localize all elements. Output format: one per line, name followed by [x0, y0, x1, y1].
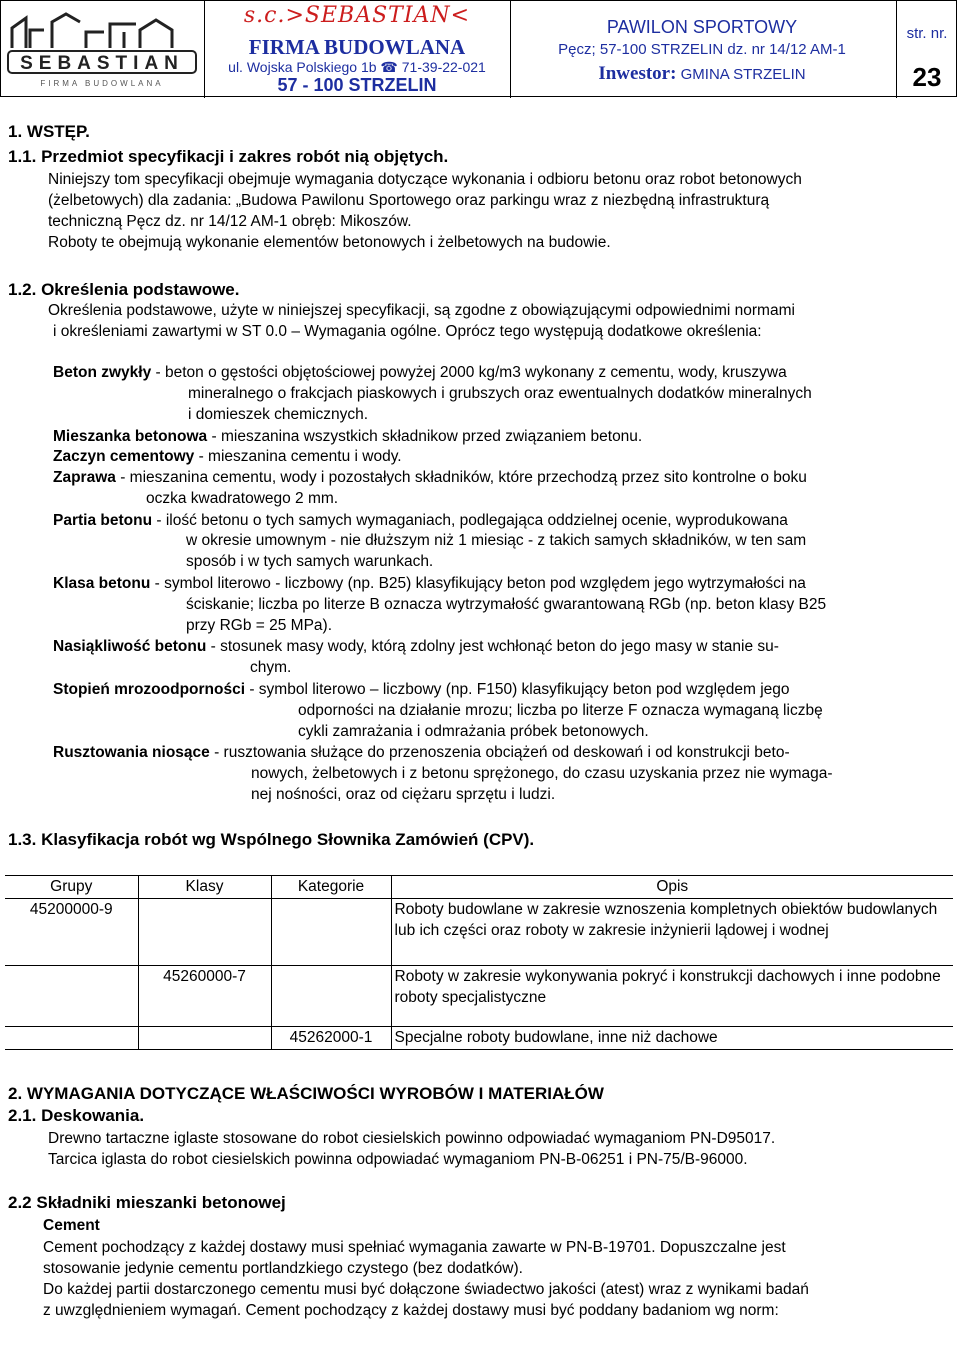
- company-city: 57 - 100 STRZELIN: [277, 75, 437, 95]
- logo-text: SEBASTIAN: [20, 53, 184, 74]
- definition-term: Stopień mrozoodporności: [53, 681, 246, 698]
- definition-text: - ilość betonu o tych samych wymaganiach, podlegająca oddzielnej ocenie, wyprodukowana: [152, 512, 788, 529]
- definition-term: Nasiąkliwość betonu: [53, 638, 207, 655]
- definition-text: - symbol literowo – liczbowy (np. F150) klasyfikujący beton pod względem jego: [245, 681, 790, 698]
- definition-zaczyn-cementowy: [53, 447, 402, 467]
- definition-text: sposób i w tych samych warunkach.: [186, 553, 434, 570]
- cell-kategorie: 45262000-1: [271, 1027, 391, 1050]
- definition-text: mineralnego o frakcjach piaskowych i grubszych oraz ewentualnych dodatków mineralnych: [188, 385, 812, 402]
- cell-grupy: 45200000-9: [5, 899, 138, 966]
- definition-beton-zwykly: [53, 363, 787, 383]
- company-type: FIRMA BUDOWLANA: [248, 35, 466, 59]
- header-divider: [204, 1, 205, 98]
- project-title: PAWILON SPORTOWY: [606, 17, 798, 37]
- definition-text: odporności na działanie mrozu; liczba po literze F oznacza wymaganą liczbę: [298, 702, 823, 719]
- paragraph-line: Roboty te obejmują wykonanie elementów betonowych i żelbetowych na budowie.: [48, 234, 611, 251]
- subsection-heading-2-1: 2.1. Deskowania.: [8, 1106, 145, 1125]
- page-label: str. nr.: [906, 25, 948, 42]
- definition-term: Partia betonu: [53, 512, 153, 529]
- paragraph-line: Cement pochodzący z każdej dostawy musi spełniać wymagania zawarte w PN-B-19701. Dopuszczalne jest: [43, 1239, 786, 1256]
- cell-klasy: [138, 899, 271, 966]
- paragraph-line: techniczną Pęcz dz. nr 14/12 AM-1 obręb: Mikoszów.: [48, 213, 412, 230]
- paragraph-line: z uwzględnieniem wymagań. Cement pochodzący z każdej dostawy musi być poddany badaniom wg norm:: [43, 1302, 779, 1319]
- definition-text: - stosunek masy wody, którą zdolny jest wchłonąć beton do jego masy w stanie su-: [206, 638, 779, 655]
- definition-term: Mieszanka betonowa: [53, 428, 208, 445]
- cell-opis: Roboty budowlane w zakresie wznoszenia kompletnych obiektów budowlanych lub ich części oraz roboty w zakresie inżynierii lądowej i wodnej: [391, 899, 953, 966]
- cell-opis: Roboty w zakresie wykonywania pokryć i konstrukcji dachowych i inne podobne roboty specjalistyczne: [391, 966, 953, 1027]
- cell-grupy: [5, 966, 138, 1027]
- column-header: Opis: [391, 876, 953, 899]
- cell-klasy: 45260000-7: [138, 966, 271, 1027]
- definition-text: nej nośności, oraz od ciężaru sprzętu i ludzi.: [251, 786, 556, 803]
- section-heading-2: 2. WYMAGANIA DOTYCZĄCE WŁAŚCIWOŚCI WYROBÓW I MATERIAŁÓW: [8, 1084, 604, 1103]
- phone-icon: ☎: [380, 59, 398, 75]
- definition-klasa-betonu: [53, 574, 806, 594]
- definition-partia-betonu: [53, 511, 788, 531]
- definition-text: - mieszanina wszystkich składnikow przed związaniem betonu.: [207, 428, 643, 445]
- definition-text: - rusztowania służące do przenoszenia obciążeń od deskowań i od konstrukcji beto-: [209, 744, 790, 761]
- paragraph-line: Tarcica iglasta do robot ciesielskich powinna odpowiadać wymaganiom PN-B-06251 i PN-75/B-96000.: [48, 1151, 748, 1168]
- table-header-row: [5, 876, 953, 899]
- definition-text: nowych, żelbetowych i z betonu sprężonego, do czasu uzyskania przez nie wymaga-: [251, 765, 833, 782]
- column-header: Kategorie: [271, 876, 391, 899]
- definition-text: ściskanie; liczba po literze B oznacza wytrzymałość gwarantowaną RGb (np. beton klasy B25: [186, 596, 827, 613]
- definition-text: - beton o gęstości objętościowej powyżej 2000 kg/m3 wykonany z cementu, wody, kruszywa: [151, 364, 787, 381]
- definition-mieszanka-betonowa: [53, 427, 642, 447]
- cell-grupy: [5, 1027, 138, 1050]
- cell-kategorie: [271, 966, 391, 1027]
- definition-text: w okresie umownym - nie dłuższym niż 1 miesiąc - z takich samych składników, w ten sam: [186, 532, 807, 549]
- cell-opis: Specjalne roboty budowlane, inne niż dachowe: [391, 1027, 953, 1050]
- company-address: [208, 59, 506, 76]
- project-location: Pęcz; 57-100 STRZELIN dz. nr 14/12 AM-1: [558, 41, 846, 58]
- page-number: 23: [912, 62, 942, 92]
- cement-heading: Cement: [43, 1217, 100, 1234]
- paragraph-line: Drewno tartaczne iglaste stosowane do robot ciesielskich powinno odpowiadać wymaganiom PN-D95017.: [48, 1130, 776, 1147]
- definition-term: Zaczyn cementowy: [53, 448, 195, 465]
- phone-number: 71-39-22-021: [401, 59, 486, 75]
- investor-name: GMINA STRZELIN: [680, 66, 806, 83]
- investor-label: Inwestor:: [598, 63, 677, 84]
- definition-zaprawa: [53, 468, 807, 488]
- subsection-heading-1-3: 1.3. Klasyfikacja robót wg Wspólnego Słownika Zamówień (CPV).: [8, 830, 535, 849]
- company-logo: [6, 8, 198, 90]
- paragraph-line: i określeniami zawartymi w ST 0.0 – Wymagania ogólne. Oprócz tego występują dodatkowe określenia:: [53, 323, 762, 340]
- definition-term: Rusztowania niosące: [53, 744, 210, 761]
- definition-text: przy RGb = 25 MPa).: [186, 617, 333, 634]
- definition-term: Klasa betonu: [53, 575, 151, 592]
- paragraph-line: Określenia podstawowe, użyte w niniejszej specyfikacji, są zgodne z obowiązującymi odpowiednimi normami: [48, 302, 795, 319]
- definition-text: - symbol literowo - liczbowy (np. B25) klasyfikujący beton pod względem jego wytrzymałości na: [150, 575, 806, 592]
- definition-text: oczka kwadratowego 2 mm.: [146, 490, 339, 507]
- company-name: s.c.>SEBASTIAN<: [243, 3, 471, 28]
- definition-term: Beton zwykły: [53, 364, 152, 381]
- paragraph-line: (żelbetowych) dla zadania: „Budowa Pawilonu Sportowego oraz parkingu wraz z niezbędną infrastrukturą: [48, 192, 770, 209]
- table-row: [5, 966, 953, 1027]
- column-header: Klasy: [138, 876, 271, 899]
- table-row: [5, 899, 953, 966]
- cell-kategorie: [271, 899, 391, 966]
- paragraph-line: Niniejszy tom specyfikacji obejmuje wymagania dotyczące wykonania i odbioru betonu oraz robot betonowych: [48, 171, 802, 188]
- cpv-table: [5, 875, 953, 1050]
- definition-text: chym.: [250, 659, 292, 676]
- investor-line: [512, 63, 892, 85]
- column-header: Grupy: [5, 876, 138, 899]
- paragraph-line: stosowanie jedynie cementu portlandzkiego czystego (bez dodatków).: [43, 1260, 523, 1277]
- definition-text: - mieszanina cementu i wody.: [194, 448, 402, 465]
- table-row: [5, 1027, 953, 1050]
- subsection-heading-1-1: 1.1. Przedmiot specyfikacji i zakres robót nią objętych.: [8, 147, 449, 166]
- definition-text: - mieszanina cementu, wody i pozostałych składników, które przechodzą przez sito kontrolne o boku: [115, 469, 807, 486]
- section-heading-1: 1. WSTĘP.: [8, 122, 90, 141]
- definition-rusztowania-niosace: [53, 743, 790, 763]
- definition-stopien-mrozoodpornosci: [53, 680, 790, 700]
- address-text: ul. Wojska Polskiego 1b: [228, 59, 377, 75]
- definition-term: Zaprawa: [53, 469, 116, 486]
- subsection-heading-1-2: 1.2. Określenia podstawowe.: [8, 280, 240, 299]
- header-divider: [510, 1, 511, 98]
- paragraph-line: Do każdej partii dostarczonego cementu musi być dołączone świadectwo jakości (atest) wraz z wynikami badań: [43, 1281, 809, 1298]
- definition-text: cykli zamrażania i odmrażania próbek betonowych.: [298, 723, 649, 740]
- header-divider: [896, 1, 897, 98]
- svg-text:FIRMA BUDOWLANA: FIRMA BUDOWLANA: [40, 79, 164, 88]
- definition-nasiakliwosc-betonu: [53, 637, 779, 657]
- definition-text: i domieszek chemicznych.: [188, 406, 369, 423]
- cell-klasy: [138, 1027, 271, 1050]
- subsection-heading-2-2: 2.2 Składniki mieszanki betonowej: [8, 1193, 286, 1212]
